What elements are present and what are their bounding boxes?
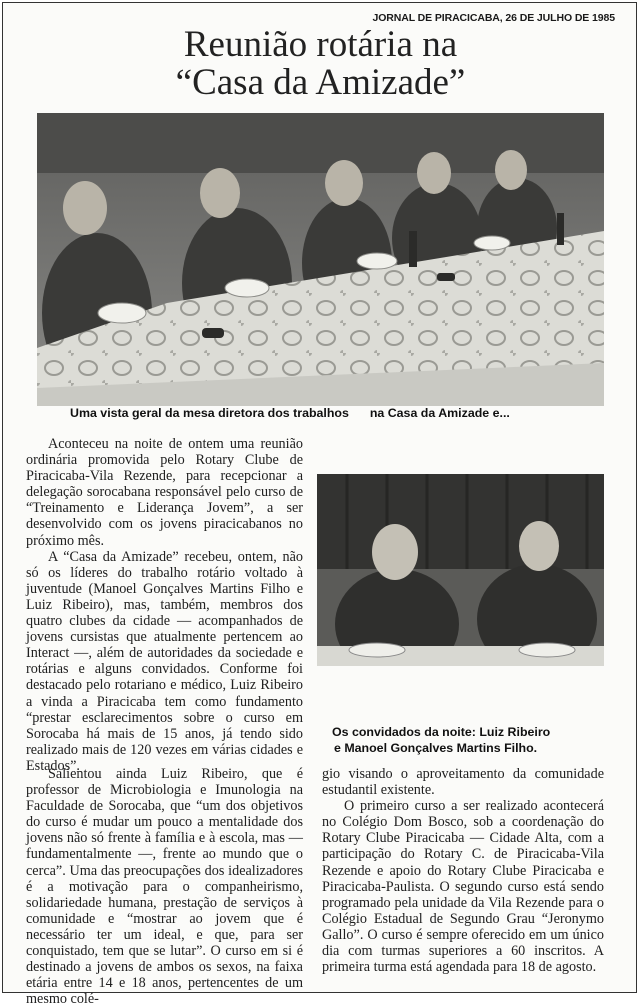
article-column-1-bottom <box>26 766 303 1007</box>
photo-head-table <box>37 113 604 406</box>
paragraph-luiz-ribeiro: Salientou ainda Luiz Ribeiro, que é professor de Microbiologia e Imunologia na Faculdade de Sorocaba, que “um dos objetivos do curso é mudar um pouco a mentalidade dos jovens não só frente à família e à escola, mas — fundamentalmente —, frente ao mundo que o cerca”. Uma das preocupações dos idealizadores é a motivação para o companheirismo, solidariedade humana, prestação de serviços à comunidade e “mostrar ao jovem que é necessário ter um ideal, e que, para ser conquistado, tem que se lutar”. O curso em si é destinado a jovens de ambos os sexos, na faixa etária entre 14 e 18 anos, pertencentes de um mesmo colé- <box>26 766 303 1007</box>
caption-right-part: na Casa da Amizade e... <box>369 406 510 420</box>
photo-guests <box>317 474 604 666</box>
headline-line-2: “Casa da Amizade” <box>175 62 466 103</box>
paragraph-intro: Aconteceu na noite de ontem uma reunião ordinária promovida pelo Rotary Clube de Piracicaba-Vila Rezende, para recepcionar a delegação sorocabana responsável pelo curso de “Treinamento e Liderança Jovem”, a ser desenvolvido com os jovens piracicabanos no próximo mês. <box>26 436 303 549</box>
paragraph-first-course: O primeiro curso a ser realizado acontecerá no Colégio Dom Bosco, sob a coordenação do Rotary Clube Piracicaba — Cidade Alta, com a participação do Rotary C. de Piracicaba-Vila Rezende e apoio do Rotary Clube Piracicaba e Piracicaba-Paulista. O segundo curso está sendo programado pela unidade da Vila Rezende para o Colégio Estadual de Segundo Grau “Jeronymo Gallo”. O curso é sempre oferecido em um único dia com turmas superiores a 60 inscritos. A primeira turma está agendada para 18 de agosto. <box>322 798 604 976</box>
paragraph-continuation: gio visando o aproveitamento da comunidade estudantil existente. <box>322 766 604 799</box>
article-column-2 <box>322 766 604 975</box>
headline <box>0 26 641 102</box>
headline-line-1: Reunião rotária na <box>183 24 458 65</box>
photo-head-table-caption <box>70 406 610 420</box>
article-column-1 <box>26 436 303 774</box>
photo-guests-caption <box>332 724 622 756</box>
photo-guests-image <box>317 474 604 666</box>
caption-left-part: Uma vista geral da mesa diretora dos trabalhos <box>70 406 349 420</box>
photo-head-table-image <box>37 113 604 406</box>
masthead-date: JORNAL DE PIRACICABA, 26 DE JULHO DE 1985 <box>372 12 615 24</box>
paragraph-casa-da-amizade: A “Casa da Amizade” recebeu, ontem, não só os líderes do trabalho rotário voltado à juventude (Manoel Gonçalves Martins Filho e Luiz Ribeiro), mas, também, membros dos quatro clubes da cidade — acompanhados de jovens cursistas que atualmente pertencem ao Interact —, além de autoridades da sociedade e rotárias e alguns convidados. Conforme foi destacado pelo rotariano e médico, Luiz Ribeiro a vinda a Piracicaba tem como fundamento “prestar esclarecimentos sobre o curso em Sorocaba há mais de 15 anos, já tendo sido realizado mais de 120 vezes em várias cidades e Estados”. <box>26 548 303 774</box>
caption-line-1: Os convidados da noite: Luiz Ribeiro <box>332 725 551 739</box>
caption-line-2: e Manoel Gonçalves Martins Filho. <box>334 741 538 755</box>
